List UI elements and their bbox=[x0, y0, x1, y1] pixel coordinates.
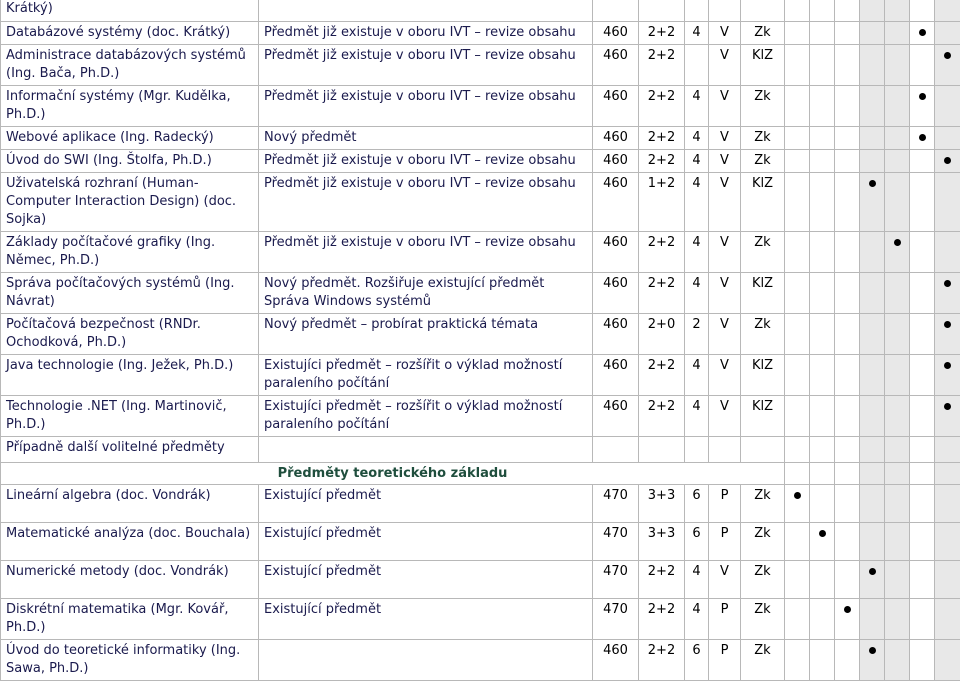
semester-marker-cell bbox=[935, 232, 960, 273]
range-cell: 2+2 bbox=[639, 273, 685, 314]
semester-marker-cell bbox=[935, 173, 960, 232]
section-header-row bbox=[1, 463, 960, 485]
range-cell: 2+2 bbox=[639, 86, 685, 127]
semester-marker-cell bbox=[860, 150, 885, 173]
bullet-icon bbox=[869, 647, 876, 654]
bullet-icon bbox=[944, 362, 951, 369]
bullet-icon bbox=[869, 568, 876, 575]
subject-cell: Databázové systémy (doc. Krátký) bbox=[1, 22, 259, 45]
subject-cell: Diskrétní matematika (Mgr. Kovář, Ph.D.) bbox=[1, 599, 259, 640]
semester-marker-cell bbox=[935, 640, 960, 681]
bullet-icon bbox=[944, 280, 951, 287]
credits-cell: 4 bbox=[685, 127, 709, 150]
semester-marker-cell bbox=[860, 314, 885, 355]
semester-marker-cell bbox=[885, 150, 910, 173]
range-cell: 2+2 bbox=[639, 599, 685, 640]
hours-cell bbox=[593, 437, 639, 463]
semester-marker-cell bbox=[835, 273, 860, 314]
completion-cell: KlZ bbox=[741, 45, 785, 86]
subject-cell: Lineární algebra (doc. Vondrák) bbox=[1, 485, 259, 523]
hours-cell: 470 bbox=[593, 599, 639, 640]
note-cell: Existující předmět bbox=[259, 485, 593, 523]
subject-cell: Matematické analýza (doc. Bouchala) bbox=[1, 523, 259, 561]
semester-cell: V bbox=[709, 22, 741, 45]
hours-cell bbox=[593, 0, 639, 22]
semester-marker-cell bbox=[810, 485, 835, 523]
subject-cell: Správa počítačových systémů (Ing. Návrat) bbox=[1, 273, 259, 314]
semester-cell: V bbox=[709, 355, 741, 396]
semester-marker-cell bbox=[910, 437, 935, 463]
semester-marker-cell bbox=[885, 22, 910, 45]
semester-marker-cell bbox=[835, 22, 860, 45]
semester-marker-cell bbox=[810, 86, 835, 127]
semester-marker-cell bbox=[885, 173, 910, 232]
table-row bbox=[1, 273, 960, 314]
subject-cell: Počítačová bezpečnost (RNDr. Ochodková, Ph.D.) bbox=[1, 314, 259, 355]
semester-marker-cell bbox=[810, 523, 835, 561]
hours-cell: 460 bbox=[593, 355, 639, 396]
semester-marker-cell bbox=[860, 599, 885, 640]
semester-marker-cell bbox=[885, 523, 910, 561]
semester-marker-cell bbox=[885, 0, 910, 22]
completion-cell: Zk bbox=[741, 314, 785, 355]
semester-marker-cell bbox=[935, 0, 960, 22]
range-cell: 2+2 bbox=[639, 640, 685, 681]
note-cell: Existujíci předmět – rozšířit o výklad možností paraleního počítání bbox=[259, 355, 593, 396]
semester-marker-cell bbox=[910, 150, 935, 173]
semester-marker-cell bbox=[935, 437, 960, 463]
note-cell: Existující předmět bbox=[259, 561, 593, 599]
note-cell bbox=[259, 437, 593, 463]
range-cell: 2+2 bbox=[639, 150, 685, 173]
table-row bbox=[1, 86, 960, 127]
table-row bbox=[1, 173, 960, 232]
semester-marker-cell bbox=[860, 561, 885, 599]
semester-marker-cell bbox=[910, 463, 935, 485]
completion-cell: Zk bbox=[741, 561, 785, 599]
table-row bbox=[1, 561, 960, 599]
table-row bbox=[1, 523, 960, 561]
table-row bbox=[1, 22, 960, 45]
hours-cell: 470 bbox=[593, 523, 639, 561]
completion-cell: Zk bbox=[741, 640, 785, 681]
completion-cell: Zk bbox=[741, 485, 785, 523]
semester-marker-cell bbox=[810, 355, 835, 396]
hours-cell: 470 bbox=[593, 561, 639, 599]
semester-marker-cell bbox=[835, 437, 860, 463]
semester-marker-cell bbox=[835, 45, 860, 86]
hours-cell: 460 bbox=[593, 396, 639, 437]
completion-cell bbox=[741, 0, 785, 22]
range-cell bbox=[639, 437, 685, 463]
semester-marker-cell bbox=[785, 314, 810, 355]
range-cell: 1+2 bbox=[639, 173, 685, 232]
table-row bbox=[1, 150, 960, 173]
semester-marker-cell bbox=[885, 86, 910, 127]
semester-marker-cell bbox=[810, 0, 835, 22]
semester-marker-cell bbox=[860, 273, 885, 314]
semester-marker-cell bbox=[935, 150, 960, 173]
semester-marker-cell bbox=[785, 0, 810, 22]
semester-marker-cell bbox=[860, 232, 885, 273]
semester-marker-cell bbox=[935, 599, 960, 640]
semester-marker-cell bbox=[860, 640, 885, 681]
semester-marker-cell bbox=[785, 523, 810, 561]
semester-marker-cell bbox=[935, 355, 960, 396]
bullet-icon bbox=[944, 157, 951, 164]
semester-marker-cell bbox=[835, 640, 860, 681]
semester-cell: V bbox=[709, 45, 741, 86]
subject-cell: Základy počítačové grafiky (Ing. Němec, Ph.D.) bbox=[1, 232, 259, 273]
semester-marker-cell bbox=[810, 396, 835, 437]
semester-cell: V bbox=[709, 150, 741, 173]
completion-cell: Zk bbox=[741, 523, 785, 561]
semester-cell: V bbox=[709, 314, 741, 355]
completion-cell: Zk bbox=[741, 232, 785, 273]
table-row bbox=[1, 396, 960, 437]
bullet-icon bbox=[869, 180, 876, 187]
credits-cell: 4 bbox=[685, 22, 709, 45]
semester-marker-cell bbox=[910, 523, 935, 561]
note-cell bbox=[259, 640, 593, 681]
subject-cell: Numerické metody (doc. Vondrák) bbox=[1, 561, 259, 599]
semester-marker-cell bbox=[860, 463, 885, 485]
semester-marker-cell bbox=[935, 396, 960, 437]
semester-marker-cell bbox=[785, 86, 810, 127]
credits-cell: 4 bbox=[685, 173, 709, 232]
semester-marker-cell bbox=[860, 22, 885, 45]
note-cell: Předmět již existuje v oboru IVT – revize obsahu bbox=[259, 45, 593, 86]
hours-cell: 460 bbox=[593, 86, 639, 127]
semester-marker-cell bbox=[860, 0, 885, 22]
note-cell: Nový předmět. Rozšiřuje existující předmět Správa Windows systémů bbox=[259, 273, 593, 314]
credits-cell: 4 bbox=[685, 599, 709, 640]
semester-marker-cell bbox=[785, 485, 810, 523]
bullet-icon bbox=[794, 492, 801, 499]
semester-marker-cell bbox=[910, 0, 935, 22]
table-row bbox=[1, 640, 960, 681]
semester-marker-cell bbox=[910, 561, 935, 599]
completion-cell: KlZ bbox=[741, 355, 785, 396]
semester-marker-cell bbox=[835, 173, 860, 232]
semester-marker-cell bbox=[860, 437, 885, 463]
semester-marker-cell bbox=[935, 485, 960, 523]
semester-cell: P bbox=[709, 485, 741, 523]
hours-cell: 460 bbox=[593, 314, 639, 355]
completion-cell: KlZ bbox=[741, 273, 785, 314]
hours-cell: 460 bbox=[593, 173, 639, 232]
semester-marker-cell bbox=[885, 314, 910, 355]
semester-marker-cell bbox=[860, 485, 885, 523]
semester-marker-cell bbox=[810, 273, 835, 314]
hours-cell: 460 bbox=[593, 45, 639, 86]
semester-marker-cell bbox=[885, 355, 910, 396]
semester-marker-cell bbox=[835, 314, 860, 355]
note-cell: Nový předmět bbox=[259, 127, 593, 150]
semester-marker-cell bbox=[785, 22, 810, 45]
semester-marker-cell bbox=[935, 22, 960, 45]
table-row bbox=[1, 599, 960, 640]
semester-marker-cell bbox=[885, 485, 910, 523]
hours-cell: 460 bbox=[593, 640, 639, 681]
semester-marker-cell bbox=[910, 640, 935, 681]
semester-marker-cell bbox=[935, 127, 960, 150]
semester-marker-cell bbox=[910, 127, 935, 150]
semester-marker-cell bbox=[835, 127, 860, 150]
semester-marker-cell bbox=[835, 0, 860, 22]
semester-marker-cell bbox=[910, 355, 935, 396]
completion-cell: Zk bbox=[741, 86, 785, 127]
semester-marker-cell bbox=[935, 463, 960, 485]
semester-marker-cell bbox=[885, 127, 910, 150]
completion-cell: KlZ bbox=[741, 396, 785, 437]
range-cell: 3+3 bbox=[639, 523, 685, 561]
bullet-icon bbox=[919, 93, 926, 100]
semester-marker-cell bbox=[785, 45, 810, 86]
semester-cell: V bbox=[709, 561, 741, 599]
semester-marker-cell bbox=[910, 86, 935, 127]
bullet-icon bbox=[894, 239, 901, 246]
semester-marker-cell bbox=[835, 355, 860, 396]
semester-cell: V bbox=[709, 273, 741, 314]
semester-cell: V bbox=[709, 127, 741, 150]
bullet-icon bbox=[919, 29, 926, 36]
note-cell: Předmět již existuje v oboru IVT – revize obsahu bbox=[259, 22, 593, 45]
table-row bbox=[1, 355, 960, 396]
semester-marker-cell bbox=[860, 396, 885, 437]
table-row bbox=[1, 232, 960, 273]
subject-cell: Informační systémy (Mgr. Kudělka, Ph.D.) bbox=[1, 86, 259, 127]
note-cell: Předmět již existuje v oboru IVT – revize obsahu bbox=[259, 86, 593, 127]
semester-cell: P bbox=[709, 599, 741, 640]
semester-marker-cell bbox=[885, 640, 910, 681]
semester-cell: V bbox=[709, 232, 741, 273]
semester-marker-cell bbox=[860, 86, 885, 127]
completion-cell: Zk bbox=[741, 127, 785, 150]
subject-cell: Uživatelská rozhraní (Human-Computer Interaction Design) (doc. Sojka) bbox=[1, 173, 259, 232]
semester-marker-cell bbox=[935, 523, 960, 561]
semester-marker-cell bbox=[835, 523, 860, 561]
semester-marker-cell bbox=[935, 45, 960, 86]
table-row bbox=[1, 45, 960, 86]
semester-marker-cell bbox=[860, 355, 885, 396]
semester-marker-cell bbox=[785, 232, 810, 273]
range-cell: 2+2 bbox=[639, 22, 685, 45]
semester-marker-cell bbox=[810, 45, 835, 86]
subject-cell: Administrace databázových systémů (Ing. Bača, Ph.D.) bbox=[1, 45, 259, 86]
semester-marker-cell bbox=[785, 173, 810, 232]
bullet-icon bbox=[919, 134, 926, 141]
completion-cell: KlZ bbox=[741, 173, 785, 232]
note-cell: Předmět již existuje v oboru IVT – revize obsahu bbox=[259, 173, 593, 232]
semester-marker-cell bbox=[810, 561, 835, 599]
semester-marker-cell bbox=[910, 45, 935, 86]
semester-marker-cell bbox=[810, 127, 835, 150]
semester-cell: V bbox=[709, 396, 741, 437]
table-row bbox=[1, 0, 960, 22]
credits-cell: 6 bbox=[685, 485, 709, 523]
semester-marker-cell bbox=[810, 640, 835, 681]
credits-cell: 6 bbox=[685, 523, 709, 561]
semester-marker-cell bbox=[910, 232, 935, 273]
semester-marker-cell bbox=[910, 173, 935, 232]
semester-marker-cell bbox=[810, 173, 835, 232]
note-cell bbox=[259, 0, 593, 22]
semester-marker-cell bbox=[785, 463, 810, 485]
table-row bbox=[1, 314, 960, 355]
bullet-icon bbox=[944, 52, 951, 59]
range-cell: 2+2 bbox=[639, 127, 685, 150]
bullet-icon bbox=[844, 606, 851, 613]
semester-marker-cell bbox=[785, 599, 810, 640]
semester-marker-cell bbox=[785, 150, 810, 173]
semester-marker-cell bbox=[810, 437, 835, 463]
credits-cell: 4 bbox=[685, 396, 709, 437]
semester-marker-cell bbox=[885, 273, 910, 314]
hours-cell: 460 bbox=[593, 273, 639, 314]
semester-marker-cell bbox=[885, 463, 910, 485]
semester-marker-cell bbox=[810, 314, 835, 355]
semester-marker-cell bbox=[810, 463, 835, 485]
semester-cell: P bbox=[709, 523, 741, 561]
semester-marker-cell bbox=[785, 640, 810, 681]
range-cell bbox=[639, 0, 685, 22]
table-row bbox=[1, 485, 960, 523]
semester-marker-cell bbox=[910, 396, 935, 437]
bullet-icon bbox=[819, 530, 826, 537]
subject-cell: Případně další volitelné předměty bbox=[1, 437, 259, 463]
credits-cell: 6 bbox=[685, 640, 709, 681]
semester-marker-cell bbox=[835, 463, 860, 485]
completion-cell bbox=[741, 437, 785, 463]
semester-marker-cell bbox=[835, 561, 860, 599]
semester-marker-cell bbox=[910, 314, 935, 355]
credits-cell: 4 bbox=[685, 232, 709, 273]
completion-cell: Zk bbox=[741, 599, 785, 640]
credits-cell: 4 bbox=[685, 86, 709, 127]
subject-cell: Java technologie (Ing. Ježek, Ph.D.) bbox=[1, 355, 259, 396]
credits-cell: 4 bbox=[685, 355, 709, 396]
semester-marker-cell bbox=[785, 396, 810, 437]
subject-cell: Úvod do SWI (Ing. Štolfa, Ph.D.) bbox=[1, 150, 259, 173]
semester-cell bbox=[709, 437, 741, 463]
hours-cell: 460 bbox=[593, 127, 639, 150]
subject-cell: Technologie .NET (Ing. Martinovič, Ph.D.) bbox=[1, 396, 259, 437]
semester-marker-cell bbox=[835, 396, 860, 437]
semester-marker-cell bbox=[785, 355, 810, 396]
bullet-icon bbox=[944, 321, 951, 328]
range-cell: 2+2 bbox=[639, 45, 685, 86]
semester-marker-cell bbox=[885, 45, 910, 86]
range-cell: 2+2 bbox=[639, 561, 685, 599]
semester-marker-cell bbox=[810, 150, 835, 173]
credits-cell: 4 bbox=[685, 273, 709, 314]
credits-cell bbox=[685, 0, 709, 22]
semester-marker-cell bbox=[785, 273, 810, 314]
hours-cell: 470 bbox=[593, 485, 639, 523]
range-cell: 3+3 bbox=[639, 485, 685, 523]
semester-marker-cell bbox=[935, 561, 960, 599]
semester-marker-cell bbox=[935, 273, 960, 314]
semester-cell: V bbox=[709, 173, 741, 232]
credits-cell: 2 bbox=[685, 314, 709, 355]
subject-cell: Webové aplikace (Ing. Radecký) bbox=[1, 127, 259, 150]
semester-marker-cell bbox=[910, 599, 935, 640]
note-cell: Předmět již existuje v oboru IVT – revize obsahu bbox=[259, 232, 593, 273]
semester-marker-cell bbox=[860, 127, 885, 150]
note-cell: Existujíci předmět – rozšířit o výklad možností paraleního počítání bbox=[259, 396, 593, 437]
semester-marker-cell bbox=[810, 22, 835, 45]
subject-cell: Úvod do teoretické informatiky (Ing. Sawa, Ph.D.) bbox=[1, 640, 259, 681]
subject-cell: Krátký) bbox=[1, 0, 259, 22]
completion-cell: Zk bbox=[741, 22, 785, 45]
range-cell: 2+2 bbox=[639, 355, 685, 396]
completion-cell: Zk bbox=[741, 150, 785, 173]
note-cell: Nový předmět – probírat praktická témata bbox=[259, 314, 593, 355]
semester-marker-cell bbox=[835, 232, 860, 273]
semester-marker-cell bbox=[860, 45, 885, 86]
semester-marker-cell bbox=[860, 523, 885, 561]
semester-marker-cell bbox=[885, 599, 910, 640]
semester-marker-cell bbox=[835, 86, 860, 127]
semester-marker-cell bbox=[785, 437, 810, 463]
credits-cell: 4 bbox=[685, 561, 709, 599]
credits-cell bbox=[685, 437, 709, 463]
semester-marker-cell bbox=[860, 173, 885, 232]
range-cell: 2+2 bbox=[639, 232, 685, 273]
semester-cell bbox=[709, 0, 741, 22]
semester-cell: V bbox=[709, 86, 741, 127]
semester-marker-cell bbox=[785, 561, 810, 599]
credits-cell bbox=[685, 45, 709, 86]
hours-cell: 460 bbox=[593, 22, 639, 45]
semester-marker-cell bbox=[885, 232, 910, 273]
hours-cell: 460 bbox=[593, 150, 639, 173]
semester-marker-cell bbox=[835, 150, 860, 173]
semester-marker-cell bbox=[885, 396, 910, 437]
range-cell: 2+0 bbox=[639, 314, 685, 355]
semester-marker-cell bbox=[885, 437, 910, 463]
semester-marker-cell bbox=[935, 314, 960, 355]
note-cell: Předmět již existuje v oboru IVT – revize obsahu bbox=[259, 150, 593, 173]
semester-marker-cell bbox=[910, 485, 935, 523]
bullet-icon bbox=[944, 403, 951, 410]
semester-marker-cell bbox=[910, 273, 935, 314]
semester-cell: P bbox=[709, 640, 741, 681]
semester-marker-cell bbox=[935, 86, 960, 127]
semester-marker-cell bbox=[885, 561, 910, 599]
semester-marker-cell bbox=[810, 232, 835, 273]
semester-marker-cell bbox=[910, 22, 935, 45]
section-title: Předměty teoretického základu bbox=[1, 463, 785, 485]
range-cell: 2+2 bbox=[639, 396, 685, 437]
semester-marker-cell bbox=[785, 127, 810, 150]
credits-cell: 4 bbox=[685, 150, 709, 173]
semester-marker-cell bbox=[835, 599, 860, 640]
hours-cell: 460 bbox=[593, 232, 639, 273]
table-row bbox=[1, 437, 960, 463]
semester-marker-cell bbox=[835, 485, 860, 523]
semester-marker-cell bbox=[810, 599, 835, 640]
table-row bbox=[1, 127, 960, 150]
note-cell: Existující předmět bbox=[259, 523, 593, 561]
note-cell: Existující předmět bbox=[259, 599, 593, 640]
